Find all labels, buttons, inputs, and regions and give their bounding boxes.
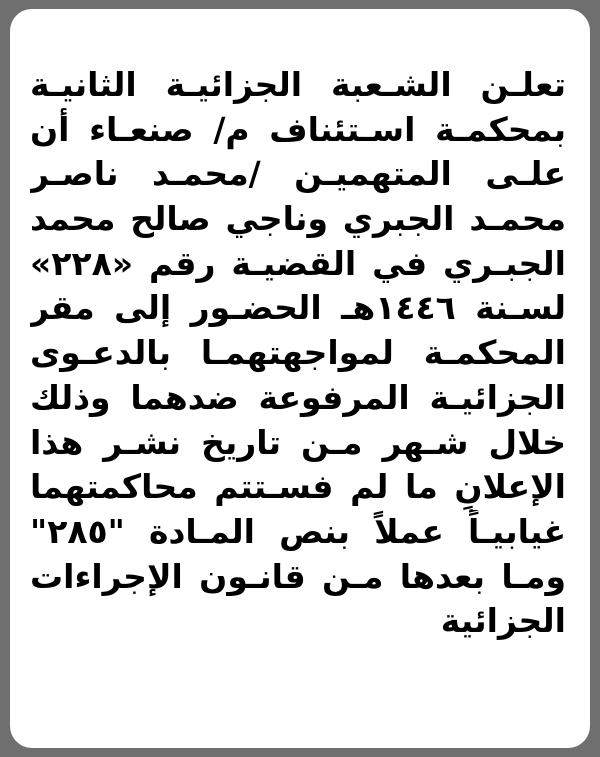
notice-line: محمـد الجبري وناجي صالح محمد bbox=[30, 199, 566, 239]
notice-line: المحكمـة لمواجهتهمـا بالدعـوى bbox=[30, 333, 566, 373]
notice-line: علـى المتهميـن /محمـد ناصـر bbox=[30, 154, 566, 194]
notice-line: خلال شـهر مـن تاريخ نشـر هذا bbox=[30, 422, 566, 462]
notice-line: بمحكمـة اسـتئناف م/ صنعـاء أن bbox=[30, 109, 566, 149]
notice-line: الإعلانٍ ما لم فسـتتم محاكمتهما bbox=[30, 467, 566, 507]
notice-text bbox=[30, 63, 566, 644]
notice-line: الجزائيـة المرفوعة ضدهما وذلك bbox=[30, 377, 566, 417]
notice-line: الجبـري في القضيـة رقم «٢٢٨» bbox=[30, 243, 566, 283]
notice-card bbox=[10, 9, 590, 748]
notice-line-last: الجزائية bbox=[440, 601, 566, 641]
notice-line: تعلـن الشـعبة الجزائيـة الثانيـة bbox=[30, 65, 566, 104]
notice-line: ومـا بعدها مـن قانـون الإجراءات bbox=[30, 556, 566, 596]
notice-line: غيابيـاً عملاً بنص المـادة "٢٨٥" bbox=[30, 511, 566, 551]
notice-line: لسـنة ١٤٤٦هـ الحضـور إلى مقر bbox=[30, 288, 566, 328]
